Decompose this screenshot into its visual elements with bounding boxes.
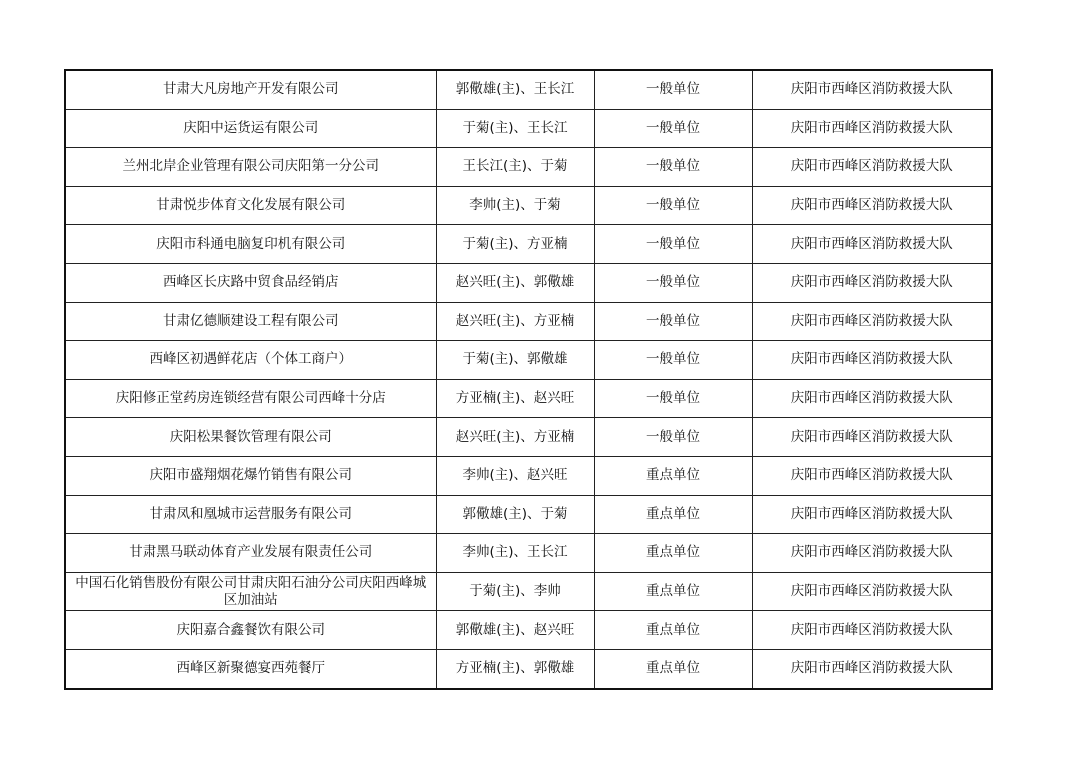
fire-brigade-cell: 庆阳市西峰区消防救援大队 (752, 611, 992, 650)
responsible-persons-cell: 李帅(主)、于菊 (436, 186, 594, 225)
table-row (65, 649, 992, 688)
unit-name-cell: 庆阳市科通电脑复印机有限公司 (65, 225, 436, 264)
table-row (65, 263, 992, 302)
responsible-persons-cell: 李帅(主)、赵兴旺 (436, 456, 594, 495)
table-row (65, 186, 992, 225)
responsible-persons-cell: 于菊(主)、李帅 (436, 572, 594, 611)
unit-category-cell: 重点单位 (594, 534, 752, 573)
unit-name-cell: 中国石化销售股份有限公司甘肃庆阳石油分公司庆阳西峰城区加油站 (65, 572, 436, 611)
table-row (65, 379, 992, 418)
unit-name-cell: 庆阳松果餐饮管理有限公司 (65, 418, 436, 457)
fire-brigade-cell: 庆阳市西峰区消防救援大队 (752, 495, 992, 534)
responsible-persons-cell: 郭儆雄(主)、赵兴旺 (436, 611, 594, 650)
responsible-persons-cell: 郭儆雄(主)、王长江 (436, 70, 594, 109)
fire-brigade-cell: 庆阳市西峰区消防救援大队 (752, 572, 992, 611)
unit-name-cell: 甘肃凤和凰城市运营服务有限公司 (65, 495, 436, 534)
unit-category-cell: 重点单位 (594, 572, 752, 611)
fire-brigade-cell: 庆阳市西峰区消防救援大队 (752, 186, 992, 225)
responsible-persons-cell: 方亚楠(主)、赵兴旺 (436, 379, 594, 418)
table-row (65, 572, 992, 611)
unit-category-cell: 重点单位 (594, 611, 752, 650)
unit-category-cell: 一般单位 (594, 225, 752, 264)
fire-brigade-cell: 庆阳市西峰区消防救援大队 (752, 302, 992, 341)
inspection-table (64, 69, 993, 690)
table-row (65, 534, 992, 573)
unit-category-cell: 一般单位 (594, 418, 752, 457)
table-row (65, 148, 992, 187)
fire-brigade-cell: 庆阳市西峰区消防救援大队 (752, 379, 992, 418)
responsible-persons-cell: 李帅(主)、王长江 (436, 534, 594, 573)
unit-category-cell: 一般单位 (594, 70, 752, 109)
unit-category-cell: 重点单位 (594, 495, 752, 534)
unit-name-cell: 庆阳嘉合鑫餐饮有限公司 (65, 611, 436, 650)
unit-category-cell: 重点单位 (594, 649, 752, 688)
unit-category-cell: 一般单位 (594, 263, 752, 302)
responsible-persons-cell: 王长江(主)、于菊 (436, 148, 594, 187)
fire-brigade-cell: 庆阳市西峰区消防救援大队 (752, 70, 992, 109)
unit-name-cell: 甘肃亿德顺建设工程有限公司 (65, 302, 436, 341)
unit-name-cell: 庆阳中运货运有限公司 (65, 109, 436, 148)
responsible-persons-cell: 于菊(主)、郭儆雄 (436, 341, 594, 380)
responsible-persons-cell: 郭儆雄(主)、于菊 (436, 495, 594, 534)
table-row (65, 456, 992, 495)
unit-name-cell: 甘肃悦步体育文化发展有限公司 (65, 186, 436, 225)
table-row (65, 418, 992, 457)
fire-brigade-cell: 庆阳市西峰区消防救援大队 (752, 263, 992, 302)
fire-brigade-cell: 庆阳市西峰区消防救援大队 (752, 148, 992, 187)
table-row (65, 495, 992, 534)
table-row (65, 611, 992, 650)
responsible-persons-cell: 赵兴旺(主)、方亚楠 (436, 418, 594, 457)
responsible-persons-cell: 赵兴旺(主)、方亚楠 (436, 302, 594, 341)
unit-category-cell: 一般单位 (594, 148, 752, 187)
unit-category-cell: 一般单位 (594, 379, 752, 418)
responsible-persons-cell: 于菊(主)、方亚楠 (436, 225, 594, 264)
fire-brigade-cell: 庆阳市西峰区消防救援大队 (752, 456, 992, 495)
responsible-persons-cell: 方亚楠(主)、郭儆雄 (436, 649, 594, 688)
fire-brigade-cell: 庆阳市西峰区消防救援大队 (752, 649, 992, 688)
unit-name-cell: 庆阳市盛翔烟花爆竹销售有限公司 (65, 456, 436, 495)
responsible-persons-cell: 于菊(主)、王长江 (436, 109, 594, 148)
table-row (65, 341, 992, 380)
fire-brigade-cell: 庆阳市西峰区消防救援大队 (752, 418, 992, 457)
unit-name-cell: 兰州北岸企业管理有限公司庆阳第一分公司 (65, 148, 436, 187)
unit-name-cell: 庆阳修正堂药房连锁经营有限公司西峰十分店 (65, 379, 436, 418)
fire-brigade-cell: 庆阳市西峰区消防救援大队 (752, 225, 992, 264)
table-row (65, 70, 992, 109)
unit-category-cell: 一般单位 (594, 341, 752, 380)
unit-name-cell: 甘肃大凡房地产开发有限公司 (65, 70, 436, 109)
unit-category-cell: 一般单位 (594, 302, 752, 341)
unit-name-cell: 西峰区新聚德宴西苑餐厅 (65, 649, 436, 688)
table-body (65, 70, 992, 689)
responsible-persons-cell: 赵兴旺(主)、郭儆雄 (436, 263, 594, 302)
fire-brigade-cell: 庆阳市西峰区消防救援大队 (752, 534, 992, 573)
fire-brigade-cell: 庆阳市西峰区消防救援大队 (752, 341, 992, 380)
fire-brigade-cell: 庆阳市西峰区消防救援大队 (752, 109, 992, 148)
table-row (65, 225, 992, 264)
unit-category-cell: 一般单位 (594, 186, 752, 225)
unit-name-cell: 甘肃黑马联动体育产业发展有限责任公司 (65, 534, 436, 573)
table-row (65, 302, 992, 341)
unit-category-cell: 重点单位 (594, 456, 752, 495)
unit-name-cell: 西峰区初遇鲜花店（个体工商户） (65, 341, 436, 380)
unit-name-cell: 西峰区长庆路中贸食品经销店 (65, 263, 436, 302)
unit-category-cell: 一般单位 (594, 109, 752, 148)
table-row (65, 109, 992, 148)
